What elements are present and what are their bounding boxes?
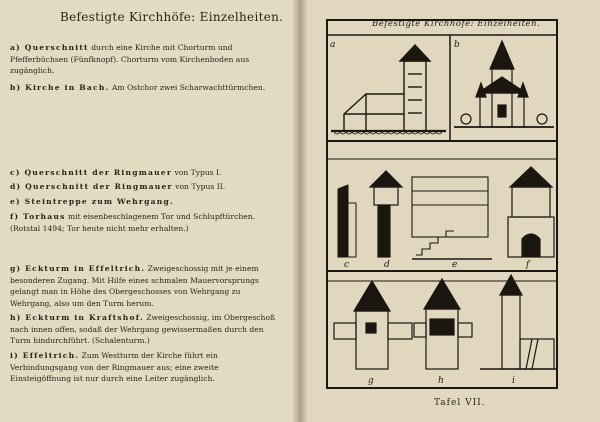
entry-i xyxy=(10,350,280,385)
drawing-c-wall-section xyxy=(338,185,356,257)
plate-label-c: c xyxy=(344,260,350,270)
entry-a-key: a) Querschnitt xyxy=(10,43,89,52)
entry-c-text: von Typus I. xyxy=(172,168,222,177)
entry-h-key: h) Eckturm in Kraftshof. xyxy=(10,313,144,322)
entry-f-key: f) Torhaus xyxy=(10,212,66,221)
entry-g-text: Zweigeschossig mit je einem besonderen Zugang. Mit Hilfe eines schmalen Mauervorsprungs gelangt man in Höhe des Obergeschosses von Wehrgang zu Wehrgang, also um den Turm herum. xyxy=(10,264,259,308)
plate-label-f: f xyxy=(526,260,530,270)
plate-label-d: d xyxy=(384,260,390,270)
drawing-d-wall-section xyxy=(370,171,402,257)
drawing-e-stone-stairs xyxy=(412,177,492,259)
drawing-i-effeltrich-tower xyxy=(480,275,556,369)
entry-c xyxy=(10,167,280,179)
entry-g xyxy=(10,263,280,309)
entry-b xyxy=(10,82,280,94)
plate-label-e: e xyxy=(452,260,458,270)
drawing-a-church-section xyxy=(331,45,446,134)
entry-d-key: d) Querschnitt der Ringmauer xyxy=(10,182,173,191)
entry-b-text: Am Ostchor zwei Scharwachttürmchen. xyxy=(109,83,266,92)
book-gutter xyxy=(292,0,308,422)
entry-a xyxy=(10,42,280,77)
entry-b-key: b) Kirche in Bach. xyxy=(10,83,110,92)
plate-label-b: b xyxy=(454,40,460,50)
entry-e-key: e) Steintreppe zum Wehrgang. xyxy=(10,197,174,206)
drawing-h-corner-tower xyxy=(414,279,472,369)
drawing-f-gatehouse xyxy=(508,167,554,257)
entry-h-text: Zweigeschossig, im Obergeschoß nach innen offen, sodaß der Wehrgang gewissermaßen durch den Turm hindurchführt. (Schalenturm.) xyxy=(10,313,276,346)
plate-label-i: i xyxy=(512,376,515,386)
entry-a-text: durch eine Kirche mit Chorturm und Pfefferbüchsen (Fünfknopf). Chorturm vom Kirchenboden aus zugänglich. xyxy=(10,43,250,76)
drawing-g-corner-tower xyxy=(334,281,412,369)
page-heading: Befestigte Kirchhöfe: Einzelheiten. xyxy=(60,10,284,24)
drawing-b-church-bach xyxy=(454,41,554,127)
entry-i-text: Zum Westturm der Kirche führt ein Verbindungsgang von der Ringmauer aus; eine zweite Einsteigöffnung ist nur durch eine Leiter zugänglich. xyxy=(10,351,219,384)
entry-i-key: i) Effeltrich. xyxy=(10,351,80,360)
plate-illustrations xyxy=(326,19,558,389)
entry-e xyxy=(10,196,280,208)
entry-c-key: c) Querschnitt der Ringmauer xyxy=(10,168,173,177)
plate-label-h: h xyxy=(438,376,444,386)
entry-f xyxy=(10,211,280,234)
plate-caption: Tafel VII. xyxy=(434,398,486,408)
plate-title: Befestigte Kirchhöfe: Einzelheiten. xyxy=(372,19,541,29)
plate-label-a: a xyxy=(330,40,336,50)
entry-h xyxy=(10,312,280,347)
entry-d xyxy=(10,181,280,193)
entry-d-text: von Typus II. xyxy=(172,182,226,191)
plate-label-g: g xyxy=(368,376,374,386)
entry-f-text: mit eisenbeschlagenem Tor und Schlupftürchen. (Rotstal 1494; Tor heute nicht mehr erhalten.) xyxy=(10,212,256,233)
entry-g-key: g) Eckturm in Effeltrich. xyxy=(10,264,146,273)
